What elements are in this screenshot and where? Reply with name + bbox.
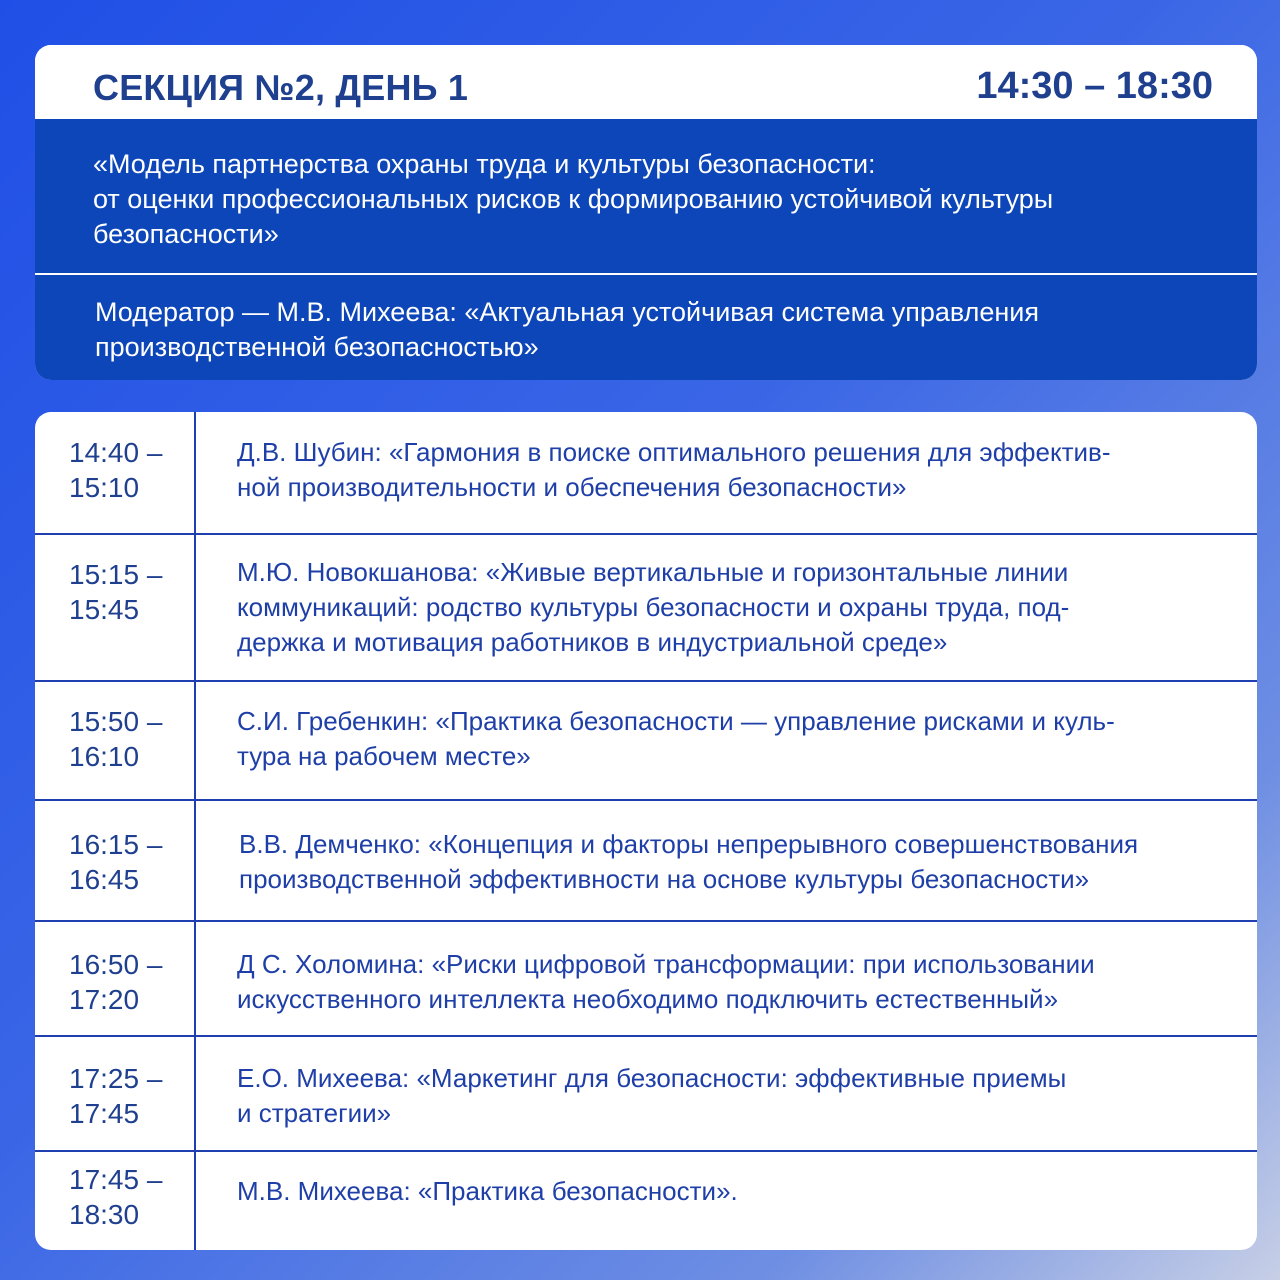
schedule-time: 17:25 – 17:45 — [69, 1063, 163, 1129]
schedule-time: 16:50 – 17:20 — [69, 949, 163, 1015]
schedule-time: 17:45 – 18:30 — [69, 1164, 163, 1230]
schedule-time: 15:15 – 15:45 — [69, 559, 163, 625]
section-header-row — [35, 45, 1257, 119]
schedule-row — [35, 801, 1257, 921]
schedule-time: 16:15 – 16:45 — [69, 829, 163, 895]
schedule-row — [35, 682, 1257, 800]
section-time-range: 14:30 – 18:30 — [976, 65, 1213, 107]
schedule-row — [35, 535, 1257, 681]
schedule-row — [35, 1152, 1257, 1250]
schedule-talk: Е.О. Михеева: «Маркетинг для безопасности: эффективные приемы и стратегии» — [237, 1063, 1067, 1128]
divider — [35, 273, 1257, 275]
schedule-row — [35, 1037, 1257, 1151]
schedule-talk: Д.В. Шубин: «Гармония в поиске оптимального решения для эффектив- ной производительности и обеспечения безопасности» — [237, 437, 1111, 502]
section-header-card — [35, 45, 1257, 380]
topic-band — [35, 119, 1257, 380]
schedule-talk: В.В. Демченко: «Концепция и факторы непрерывного совершенствования производственной эффективности на основе культуры безопасности» — [239, 829, 1139, 894]
schedule-time: 15:50 – 16:10 — [69, 706, 163, 772]
schedule-row — [35, 412, 1257, 534]
schedule-time: 14:40 – 15:10 — [69, 437, 163, 503]
schedule-talk: М.Ю. Новокшанова: «Живые вертикальные и горизонтальные линии коммуникаций: родство культуры безопасности и охраны труда, под- держка и мотивация работников в индустриальной среде» — [237, 557, 1070, 657]
section-title: СЕКЦИЯ №2, ДЕНЬ 1 — [93, 67, 469, 108]
moderator-info: Модератор — М.В. Михеева: «Актуальная устойчивая система управления производственной безопасностью» — [95, 297, 1039, 362]
schedule-talk: Д С. Холомина: «Риски цифровой трансформации: при использовании искусственного интеллекта необходимо подключить естественный» — [237, 949, 1095, 1014]
schedule-table — [35, 412, 1257, 1250]
section-topic: «Модель партнерства охраны труда и культуры безопасности: от оценки профессиональных рисков к формированию устойчивой культуры безопасности» — [93, 149, 1054, 249]
schedule-row — [35, 922, 1257, 1036]
schedule-talk: М.В. Михеева: «Практика безопасности». — [237, 1176, 738, 1206]
schedule-talk: С.И. Гребенкин: «Практика безопасности — управление рисками и куль- тура на рабочем месте» — [237, 706, 1115, 771]
